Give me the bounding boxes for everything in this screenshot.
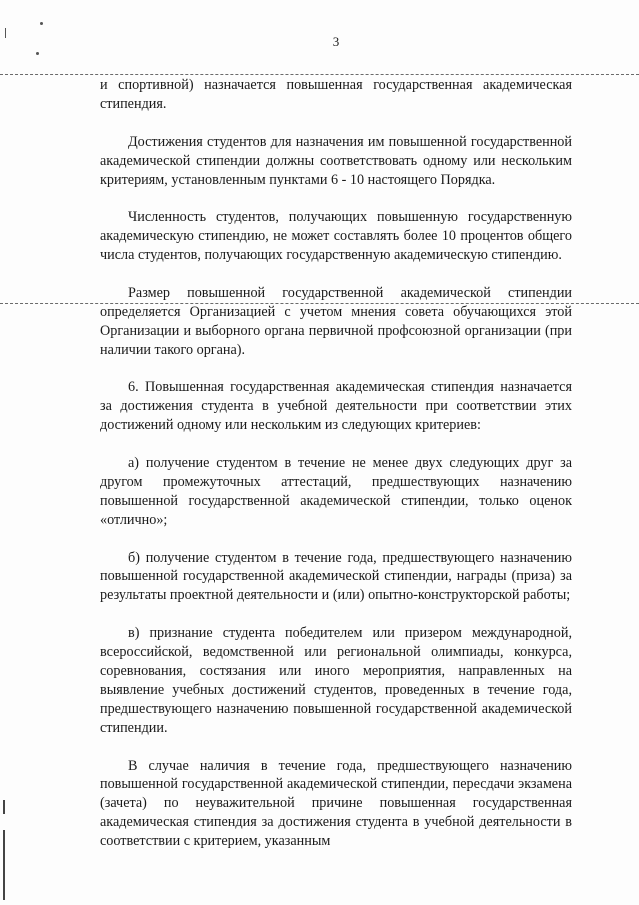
margin-mark — [3, 830, 5, 900]
paragraph: Размер повышенной государственной академической стипендии определяется Организацией с учетом мнения совета обучающихся этой Организации и выборного органа первичной профсоюзной организации (при наличии такого органа). — [100, 284, 572, 358]
paragraph: 6. Повышенная государственная академическая стипендия назначается за достижения студента в учебной деятельности при соответствии этих достижений одному или нескольким из следующих критериев: — [100, 379, 572, 434]
paragraph: Достижения студентов для назначения им повышенной государственной академической стипендии должны соответствовать одному или нескольким критериям, установленным пунктами 6 - 10 настоящего Порядка. — [100, 133, 572, 188]
paragraph: и спортивной) назначается повышенная государственная академическая стипендия. — [100, 77, 572, 112]
margin-mark — [5, 28, 6, 38]
margin-mark — [3, 800, 5, 814]
page-number: 3 — [332, 34, 340, 49]
paragraph: Численность студентов, получающих повышенную государственную академическую стипендию, не может составлять более 10 процентов общего числа студентов, получающих государственную академическую стипендию. — [100, 209, 572, 264]
margin-mark — [40, 22, 43, 25]
document-body — [100, 76, 572, 851]
paragraph: б) получение студентом в течение года, предшествующего назначению повышенной государственной академической стипендии, награды (приза) за результаты проектной деятельности и (или) опытно-конструкторской работы; — [100, 549, 572, 604]
paragraph: а) получение студентом в течение не менее двух следующих друг за другом промежуточных аттестаций, предшествующих назначению повышенной государственной академической стипендии, только оценок «отлично»; — [100, 455, 572, 528]
paragraph: В случае наличия в течение года, предшествующего назначению повышенной государственной академической стипендии, пересдачи экзамена (зачета) по неуважительной причине повышенная государственная академическая стипендия за достижения студента в учебной деятельности в соответствии с критерием, указанным — [100, 757, 572, 850]
scan-artifact-line — [0, 74, 639, 75]
paragraph: в) признание студента победителем или призером международной, всероссийской, ведомственной или региональной олимпиады, конкурса, соревнования, состязания или иного мероприятия, направленных на выявление учебных достижений студентов, проведенных в течение года, предшествующего назначению повышенной государственной академической стипендии. — [100, 625, 572, 736]
margin-mark — [36, 52, 39, 55]
